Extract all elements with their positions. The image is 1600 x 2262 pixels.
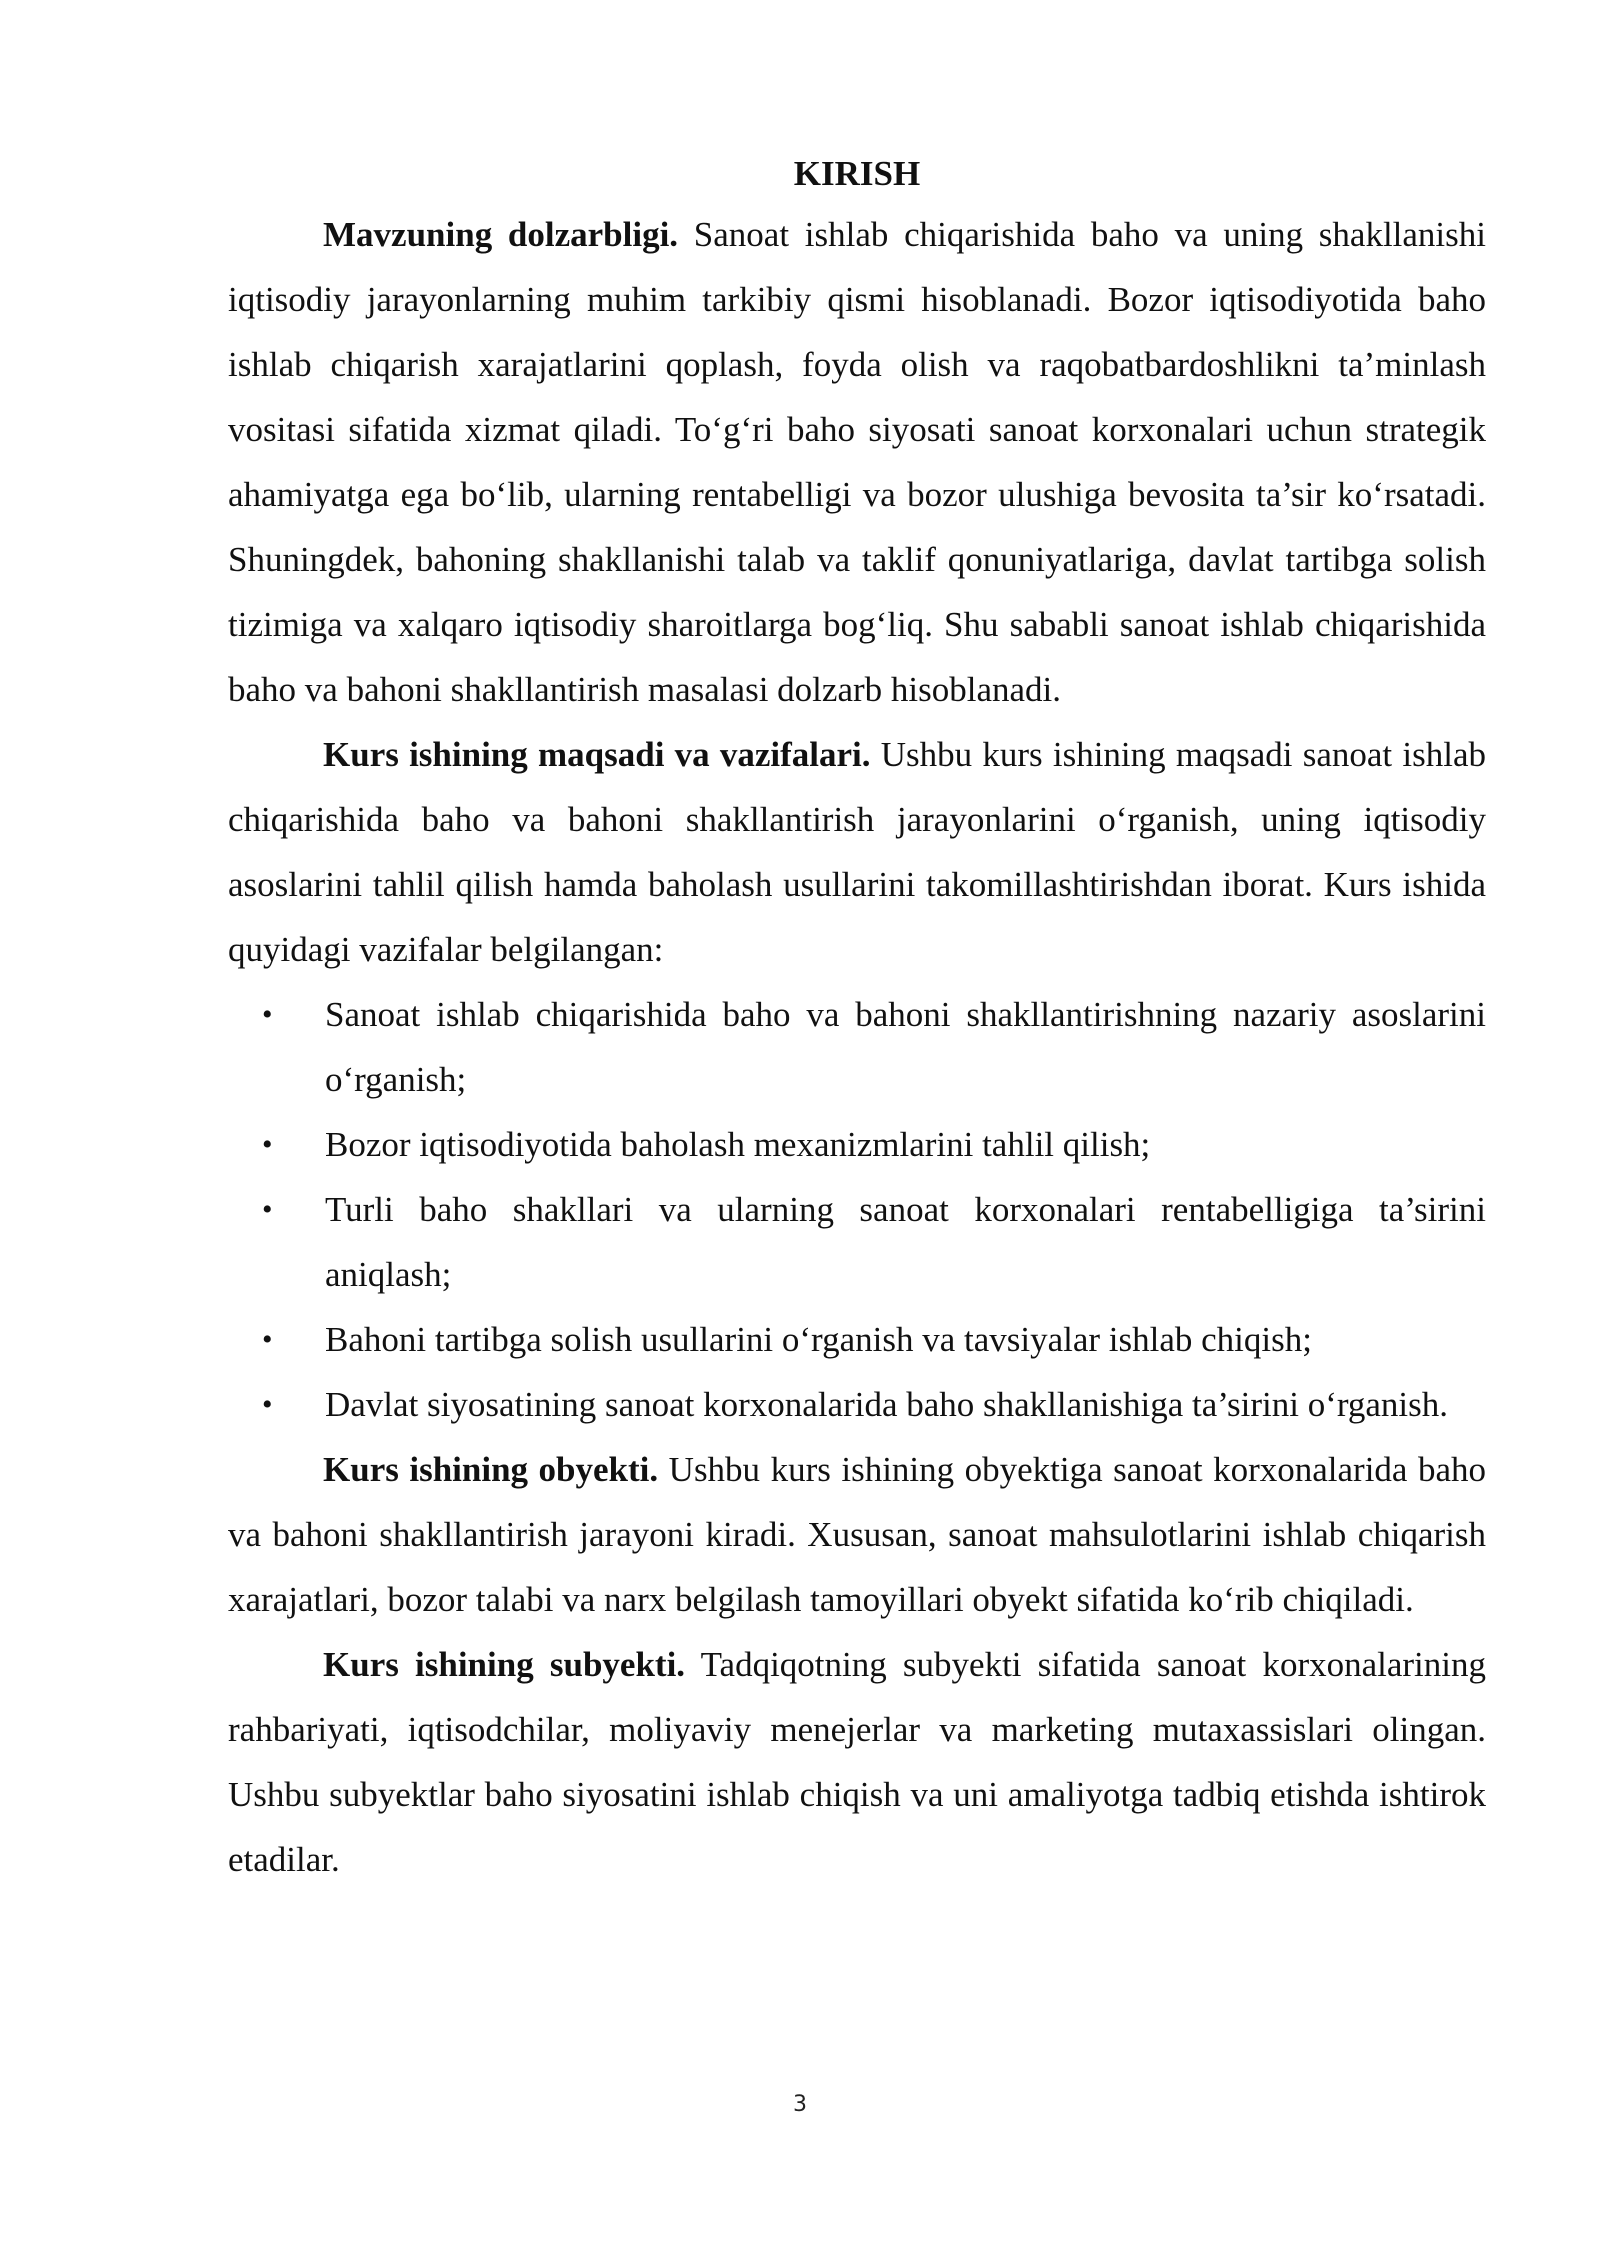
task-text: Turli baho shakllari va ularning sanoat korxonalari rentabelligiga ta’sirini aniqlash; — [325, 1190, 1486, 1294]
goals-text: Ushbu kurs ishining maqsadi sanoat ishlab chiqarishida baho va bahoni shakllantirish jarayonlarini o‘rganish, uning iqtisodiy asoslarini tahlil qilish hamda baholash usullarini takomillashtirishdan iborat. Kurs ishida quyidagi vazifalar belgilangan: — [228, 735, 1486, 969]
page-number: 3 — [793, 2092, 807, 2117]
tasks-list — [228, 982, 1486, 1437]
object-text: Ushbu kurs ishining obyektiga sanoat korxonalarida baho va bahoni shakllantirish jarayoni kiradi. Xususan, sanoat mahsulotlarini ishlab chiqarish xarajatlari, bozor talabi va narx belgilash tamoyillari obyekt sifatida ko‘rib chiqiladi. — [228, 1450, 1486, 1619]
bullet-icon: • — [262, 1388, 273, 1421]
object-heading: Kurs ishining obyekti. — [323, 1450, 659, 1489]
task-text: Bahoni tartibga solish usullarini o‘rganish va tavsiyalar ishlab chiqish; — [325, 1320, 1312, 1359]
subject-heading: Kurs ishining subyekti. — [323, 1645, 686, 1684]
bullet-icon: • — [262, 1323, 273, 1356]
list-item — [228, 1307, 1486, 1372]
task-text: Davlat siyosatining sanoat korxonalarida baho shakllanishiga ta’sirini o‘rganish. — [325, 1385, 1449, 1424]
goals-heading: Kurs ishining maqsadi va vazifalari. — [323, 735, 871, 774]
list-item — [228, 1177, 1486, 1307]
list-item — [228, 1372, 1486, 1437]
goals-paragraph — [228, 722, 1486, 982]
object-paragraph — [228, 1437, 1486, 1632]
relevance-paragraph — [228, 202, 1486, 722]
task-text: Bozor iqtisodiyotida baholash mexanizmlarini tahlil qilish; — [325, 1125, 1151, 1164]
subject-text: Tadqiqotning subyekti sifatida sanoat korxonalarining rahbariyati, iqtisodchilar, moliyaviy menejerlar va marketing mutaxassislari olingan. Ushbu subyektlar baho siyosatini ishlab chiqish va uni amaliyotga tadbiq etishda ishtirok etadilar. — [228, 1645, 1486, 1879]
page-content — [228, 146, 1486, 1892]
bullet-icon: • — [262, 998, 273, 1031]
list-item — [228, 1112, 1486, 1177]
page-title: KIRISH — [793, 154, 921, 193]
relevance-text: Sanoat ishlab chiqarishida baho va uning shakllanishi iqtisodiy jarayonlarning muhim tarkibiy qismi hisoblanadi. Bozor iqtisodiyotida baho ishlab chiqarish xarajatlarini qoplash, foyda olish va raqobatbardoshlikni ta’minlash vositasi sifatida xizmat qiladi. To‘g‘ri baho siyosati sanoat korxonalari uchun strategik ahamiyatga ega bo‘lib, ularning rentabelligi va bozor ulushiga bevosita ta’sir ko‘rsatadi. Shuningdek, bahoning shakllanishi talab va taklif qonuniyatlariga, davlat tartibga solish tizimiga va xalqaro iqtisodiy sharoitlarga bog‘liq. Shu sababli sanoat ishlab chiqarishida baho va bahoni shakllantirish masalasi dolzarb hisoblanadi. — [228, 215, 1486, 709]
bullet-icon: • — [262, 1128, 273, 1161]
bullet-icon: • — [262, 1193, 273, 1226]
list-item — [228, 982, 1486, 1112]
subject-paragraph — [228, 1632, 1486, 1892]
task-text: Sanoat ishlab chiqarishida baho va bahoni shakllantirishning nazariy asoslarini o‘rganish; — [325, 995, 1486, 1099]
relevance-heading: Mavzuning dolzarbligi. — [323, 215, 679, 254]
